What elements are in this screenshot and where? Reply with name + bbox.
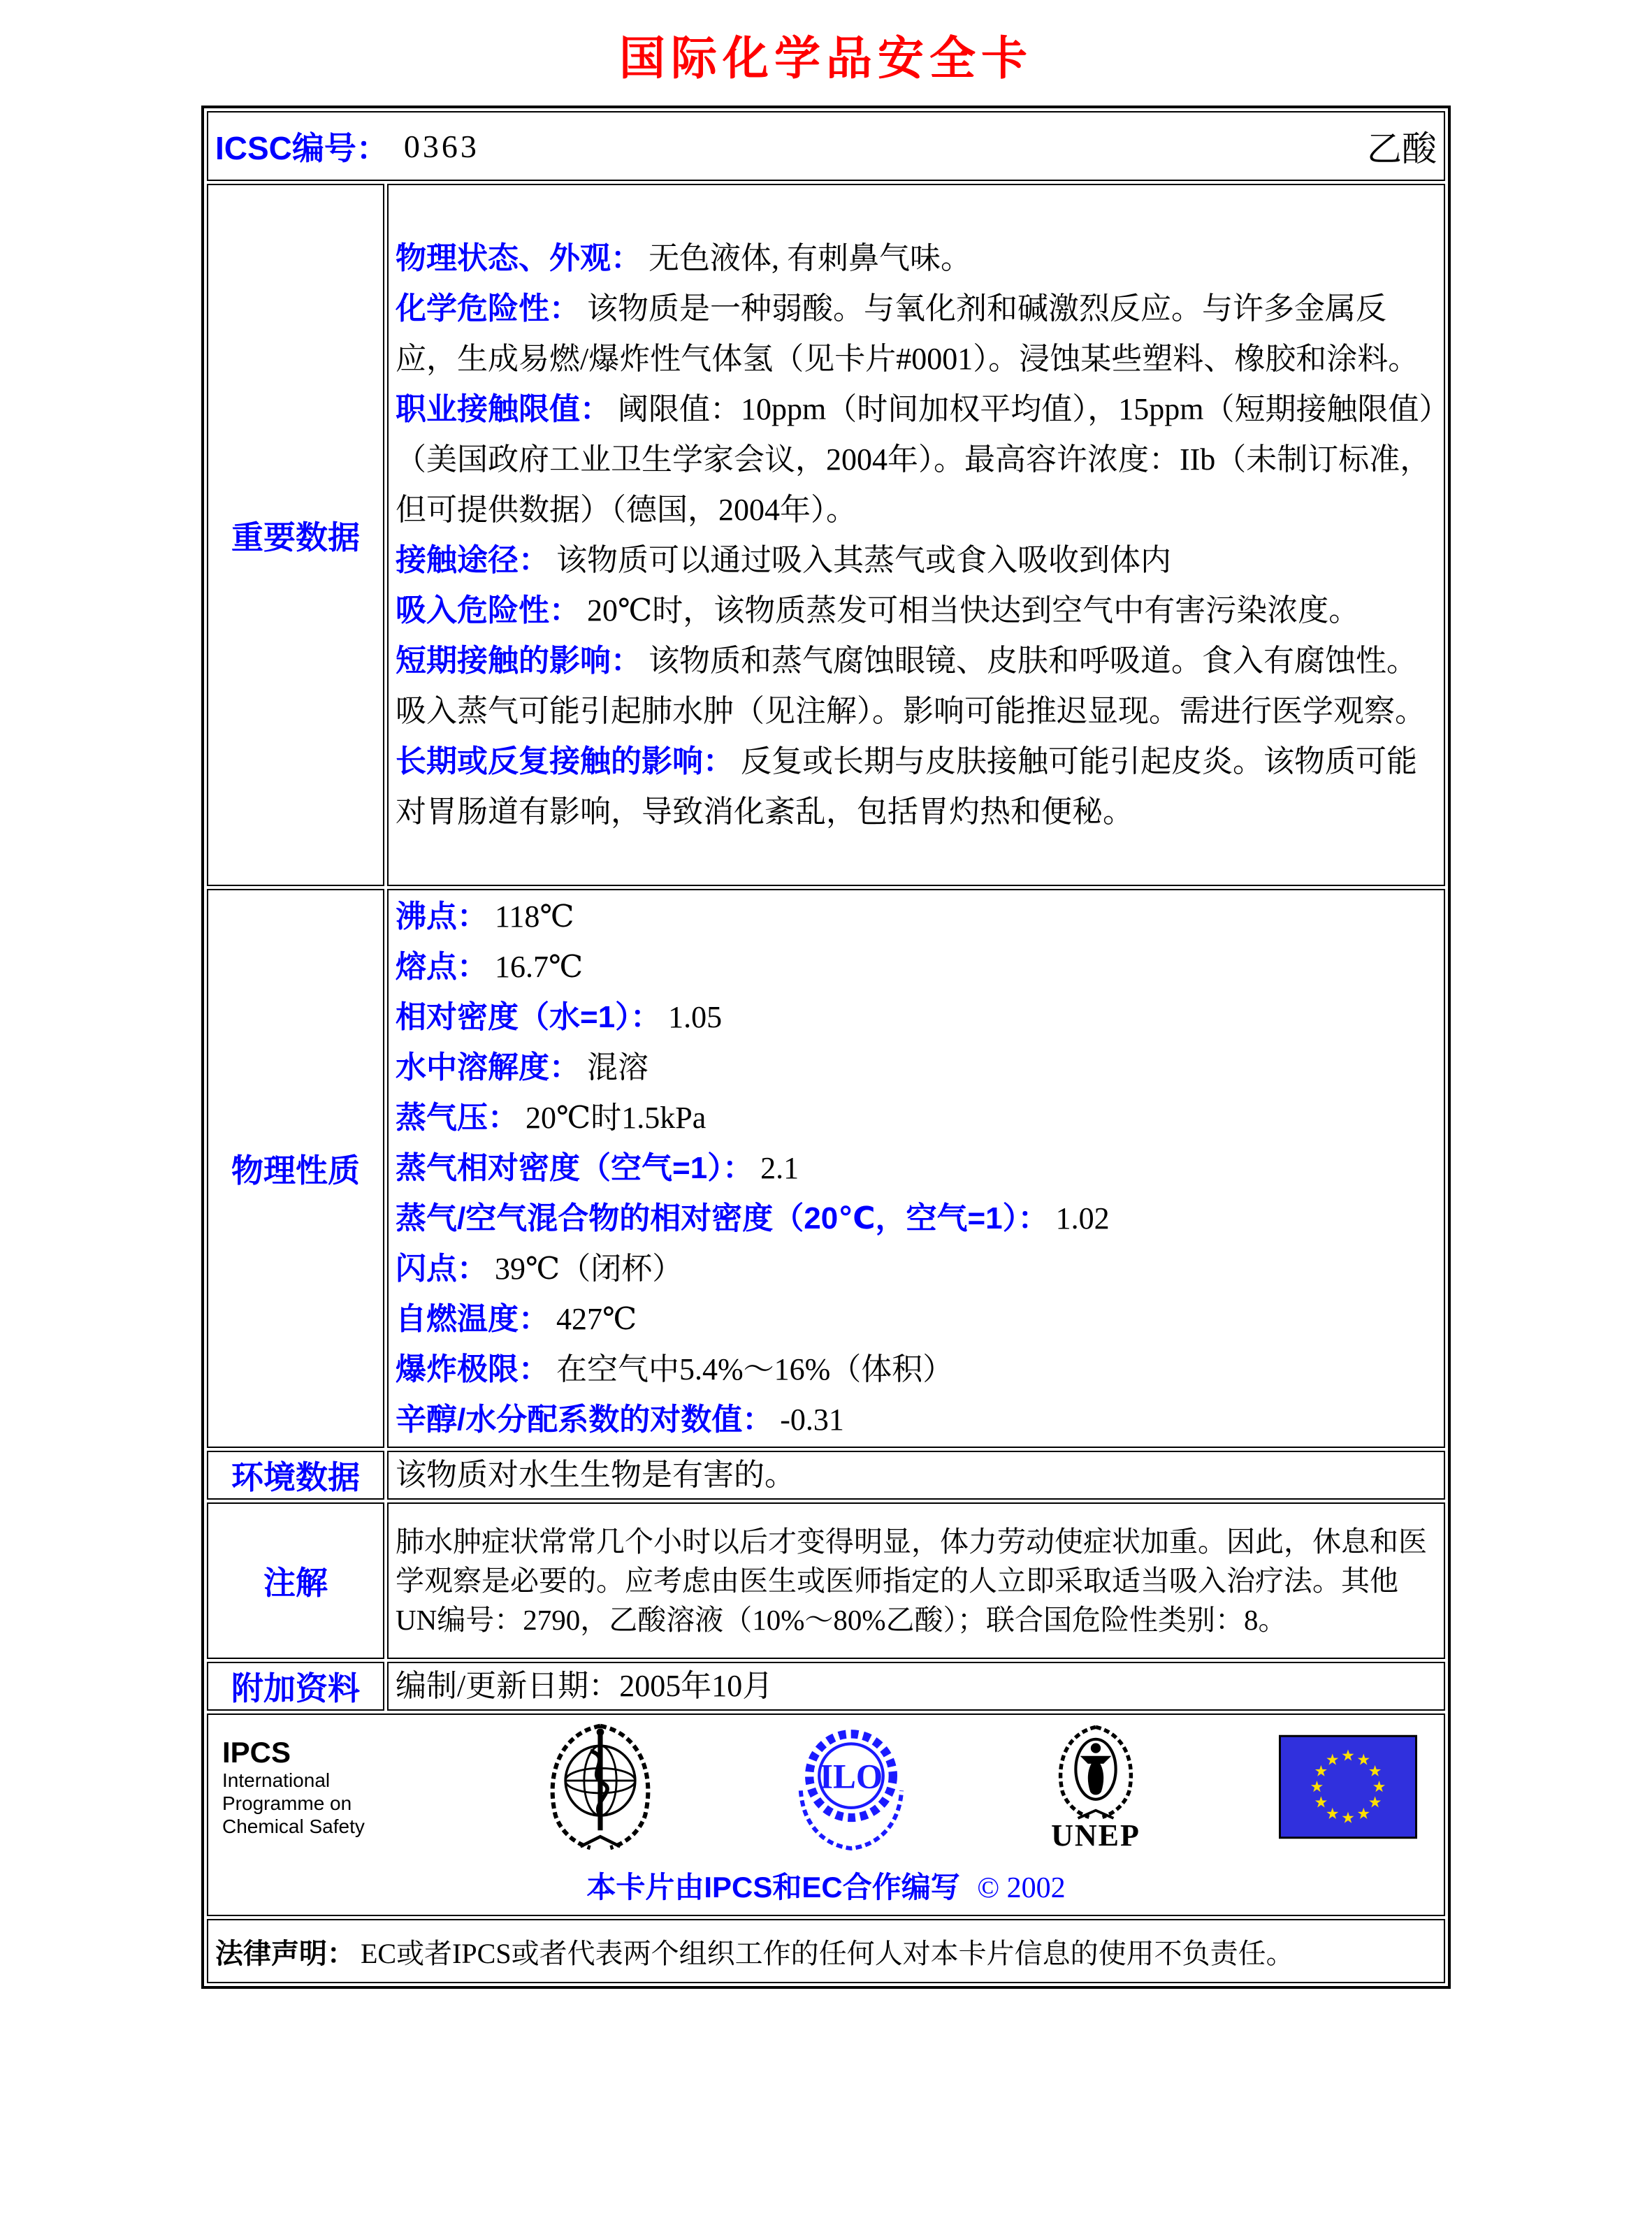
icsc-header-cell (207, 111, 1445, 181)
field-value: 该物质可以通过吸入其蒸气或食入吸收到体内 (556, 542, 1171, 577)
additional-info-text: 编制/更新日期：2005年10月 (396, 1669, 774, 1703)
unep-logo-text: UNEP (1051, 1818, 1140, 1853)
property-line (396, 1143, 1437, 1194)
field-value: 无色液体, 有刺鼻气味。 (649, 240, 971, 275)
field-value: 1.02 (1055, 1201, 1110, 1236)
property-line (396, 1194, 1437, 1244)
field-value: 在空气中5.4%～16%（体积） (556, 1352, 954, 1386)
credit-text: 本卡片由IPCS和EC合作编写 (586, 1871, 960, 1904)
property-line (396, 1345, 1437, 1395)
field-value: 427℃ (556, 1302, 637, 1336)
ipcs-subtitle-line3: Chemical Safety (222, 1815, 365, 1837)
property-line (396, 384, 1437, 535)
property-line (396, 636, 1437, 737)
page-title: 国际化学品安全卡 (619, 31, 1033, 85)
field-value: 20℃时，该物质蒸发可相当快达到空气中有害污染浓度。 (587, 593, 1360, 628)
field-value: 39℃（闭杯） (495, 1252, 683, 1286)
field-label: 长期或反复接触的影响： (396, 744, 734, 778)
field-label: 蒸气相对密度（空气=1）： (396, 1151, 754, 1185)
credit-year: © 2002 (977, 1872, 1066, 1904)
legal-label: 法律声明： (215, 1938, 355, 1969)
property-line (396, 1395, 1437, 1445)
notes-section-label: 注解 (207, 1502, 384, 1659)
ilo-logo-text: ILO (819, 1757, 883, 1796)
field-label: 短期接触的影响： (396, 643, 642, 678)
field-label: 闪点： (396, 1252, 488, 1286)
field-value: 阈限值：10ppm（时间加权平均值），15ppm（短期接触限值）（美国政府工业卫生学家会议，2004年）。最高容许浓度：IIb（未制订标准，但可提供数据）（德国，2004年）。 (396, 391, 1435, 527)
legal-text: EC或者IPCS或者代表两个组织工作的任何人对本卡片信息的使用不负责任。 (361, 1937, 1294, 1969)
field-label: 蒸气/空气混合物的相对密度（20℃，空气=1）： (396, 1201, 1049, 1236)
ilo-logo-icon (790, 1719, 913, 1855)
icsc-number-label: ICSC编号： (215, 130, 389, 166)
field-value: -0.31 (780, 1403, 844, 1437)
property-line (396, 1043, 1437, 1093)
ipcs-text-block (222, 1737, 411, 1838)
property-line (396, 1294, 1437, 1345)
property-line (396, 737, 1437, 837)
unep-logo-block (1040, 1723, 1152, 1851)
who-logo-icon (538, 1718, 662, 1855)
environmental-data-section-label: 环境数据 (207, 1451, 384, 1500)
legal-row (207, 1919, 1445, 1983)
property-line (396, 942, 1437, 992)
field-value: 混溶 (587, 1050, 649, 1085)
important-data-row (207, 184, 1445, 886)
field-label: 爆炸极限： (396, 1352, 549, 1386)
field-value: 该物质是一种弱酸。与氧化剂和碱激烈反应。与许多金属反应，生成易燃/爆炸性气体氢（见卡片#0001）。浸蚀某些塑料、橡胶和涂料。 (396, 291, 1419, 376)
environmental-data-text: 该物质对水生生物是有害的。 (396, 1458, 795, 1492)
field-value: 16.7℃ (495, 950, 584, 984)
field-label: 职业接触限值： (396, 391, 611, 426)
property-line (396, 992, 1437, 1043)
field-label: 熔点： (396, 950, 488, 984)
legal-cell (207, 1919, 1445, 1983)
field-label: 物理状态、外观： (396, 240, 642, 275)
field-value: 反复或长期与皮肤接触可能引起皮炎。该物质可能对胃肠道有影响，导致消化紊乱，包括胃灼热和便秘。 (396, 744, 1417, 829)
physical-properties-row (207, 889, 1445, 1448)
property-line (396, 233, 1437, 284)
field-value: 该物质和蒸气腐蚀眼镜、皮肤和呼吸道。食入有腐蚀性。 吸入蒸气可能引起肺水肿（见注解）。影响可能推迟显现。需进行医学观察。 (396, 643, 1426, 728)
field-label: 水中溶解度： (396, 1050, 580, 1085)
ipcs-subtitle-line2: Programme on (222, 1792, 352, 1814)
property-line (396, 586, 1437, 636)
field-value: 2.1 (760, 1151, 799, 1185)
eu-flag-icon (1279, 1734, 1417, 1839)
field-label: 蒸气压： (396, 1101, 519, 1135)
important-data-section-label: 重要数据 (207, 184, 384, 886)
property-line (396, 284, 1437, 384)
field-value: 1.05 (668, 1000, 723, 1034)
icsc-number-value: 0363 (403, 128, 479, 164)
safety-card-table (201, 106, 1451, 1989)
field-label: 辛醇/水分配系数的对数值： (396, 1403, 774, 1437)
notes-content (387, 1502, 1445, 1659)
additional-info-section-label: 附加资料 (207, 1662, 384, 1711)
additional-info-content (387, 1662, 1445, 1711)
field-value: 20℃时1.5kPa (526, 1101, 707, 1135)
notes-text: 肺水肿症状常常几个小时以后才变得明显，体力劳动使症状加重。因此，休息和医学观察是必要的。应考虑由医生或医师指定的人立即采取适当吸入治疗法。其他UN编号：2790，乙酸溶液（10%～80%乙酸）；联合国危险性类别：8。 (396, 1526, 1427, 1636)
ipcs-subtitle-line1: International (222, 1769, 331, 1791)
physical-properties-content (387, 889, 1445, 1448)
notes-row (207, 1502, 1445, 1659)
chemical-name: 乙酸 (1367, 129, 1437, 168)
credit-line (215, 1853, 1437, 1913)
ipcs-title: IPCS (222, 1735, 291, 1769)
property-line (396, 892, 1437, 942)
field-value: 118℃ (495, 899, 574, 934)
physical-properties-section-label: 物理性质 (207, 889, 384, 1448)
field-label: 沸点： (396, 899, 488, 934)
field-label: 接触途径： (396, 542, 549, 577)
unep-logo-icon (1040, 1723, 1152, 1820)
additional-info-row (207, 1662, 1445, 1711)
environmental-data-row (207, 1451, 1445, 1500)
property-line (396, 535, 1437, 586)
property-line (396, 1093, 1437, 1143)
logos-cell (207, 1713, 1445, 1916)
field-label: 自燃温度： (396, 1302, 549, 1336)
logos-row (207, 1713, 1445, 1916)
field-label: 化学危险性： (396, 291, 580, 326)
field-label: 相对密度（水=1）： (396, 1000, 662, 1034)
environmental-data-content (387, 1451, 1445, 1500)
field-label: 吸入危险性： (396, 593, 580, 628)
icsc-header-row (207, 111, 1445, 181)
property-line (396, 1244, 1437, 1294)
important-data-content (387, 184, 1445, 886)
